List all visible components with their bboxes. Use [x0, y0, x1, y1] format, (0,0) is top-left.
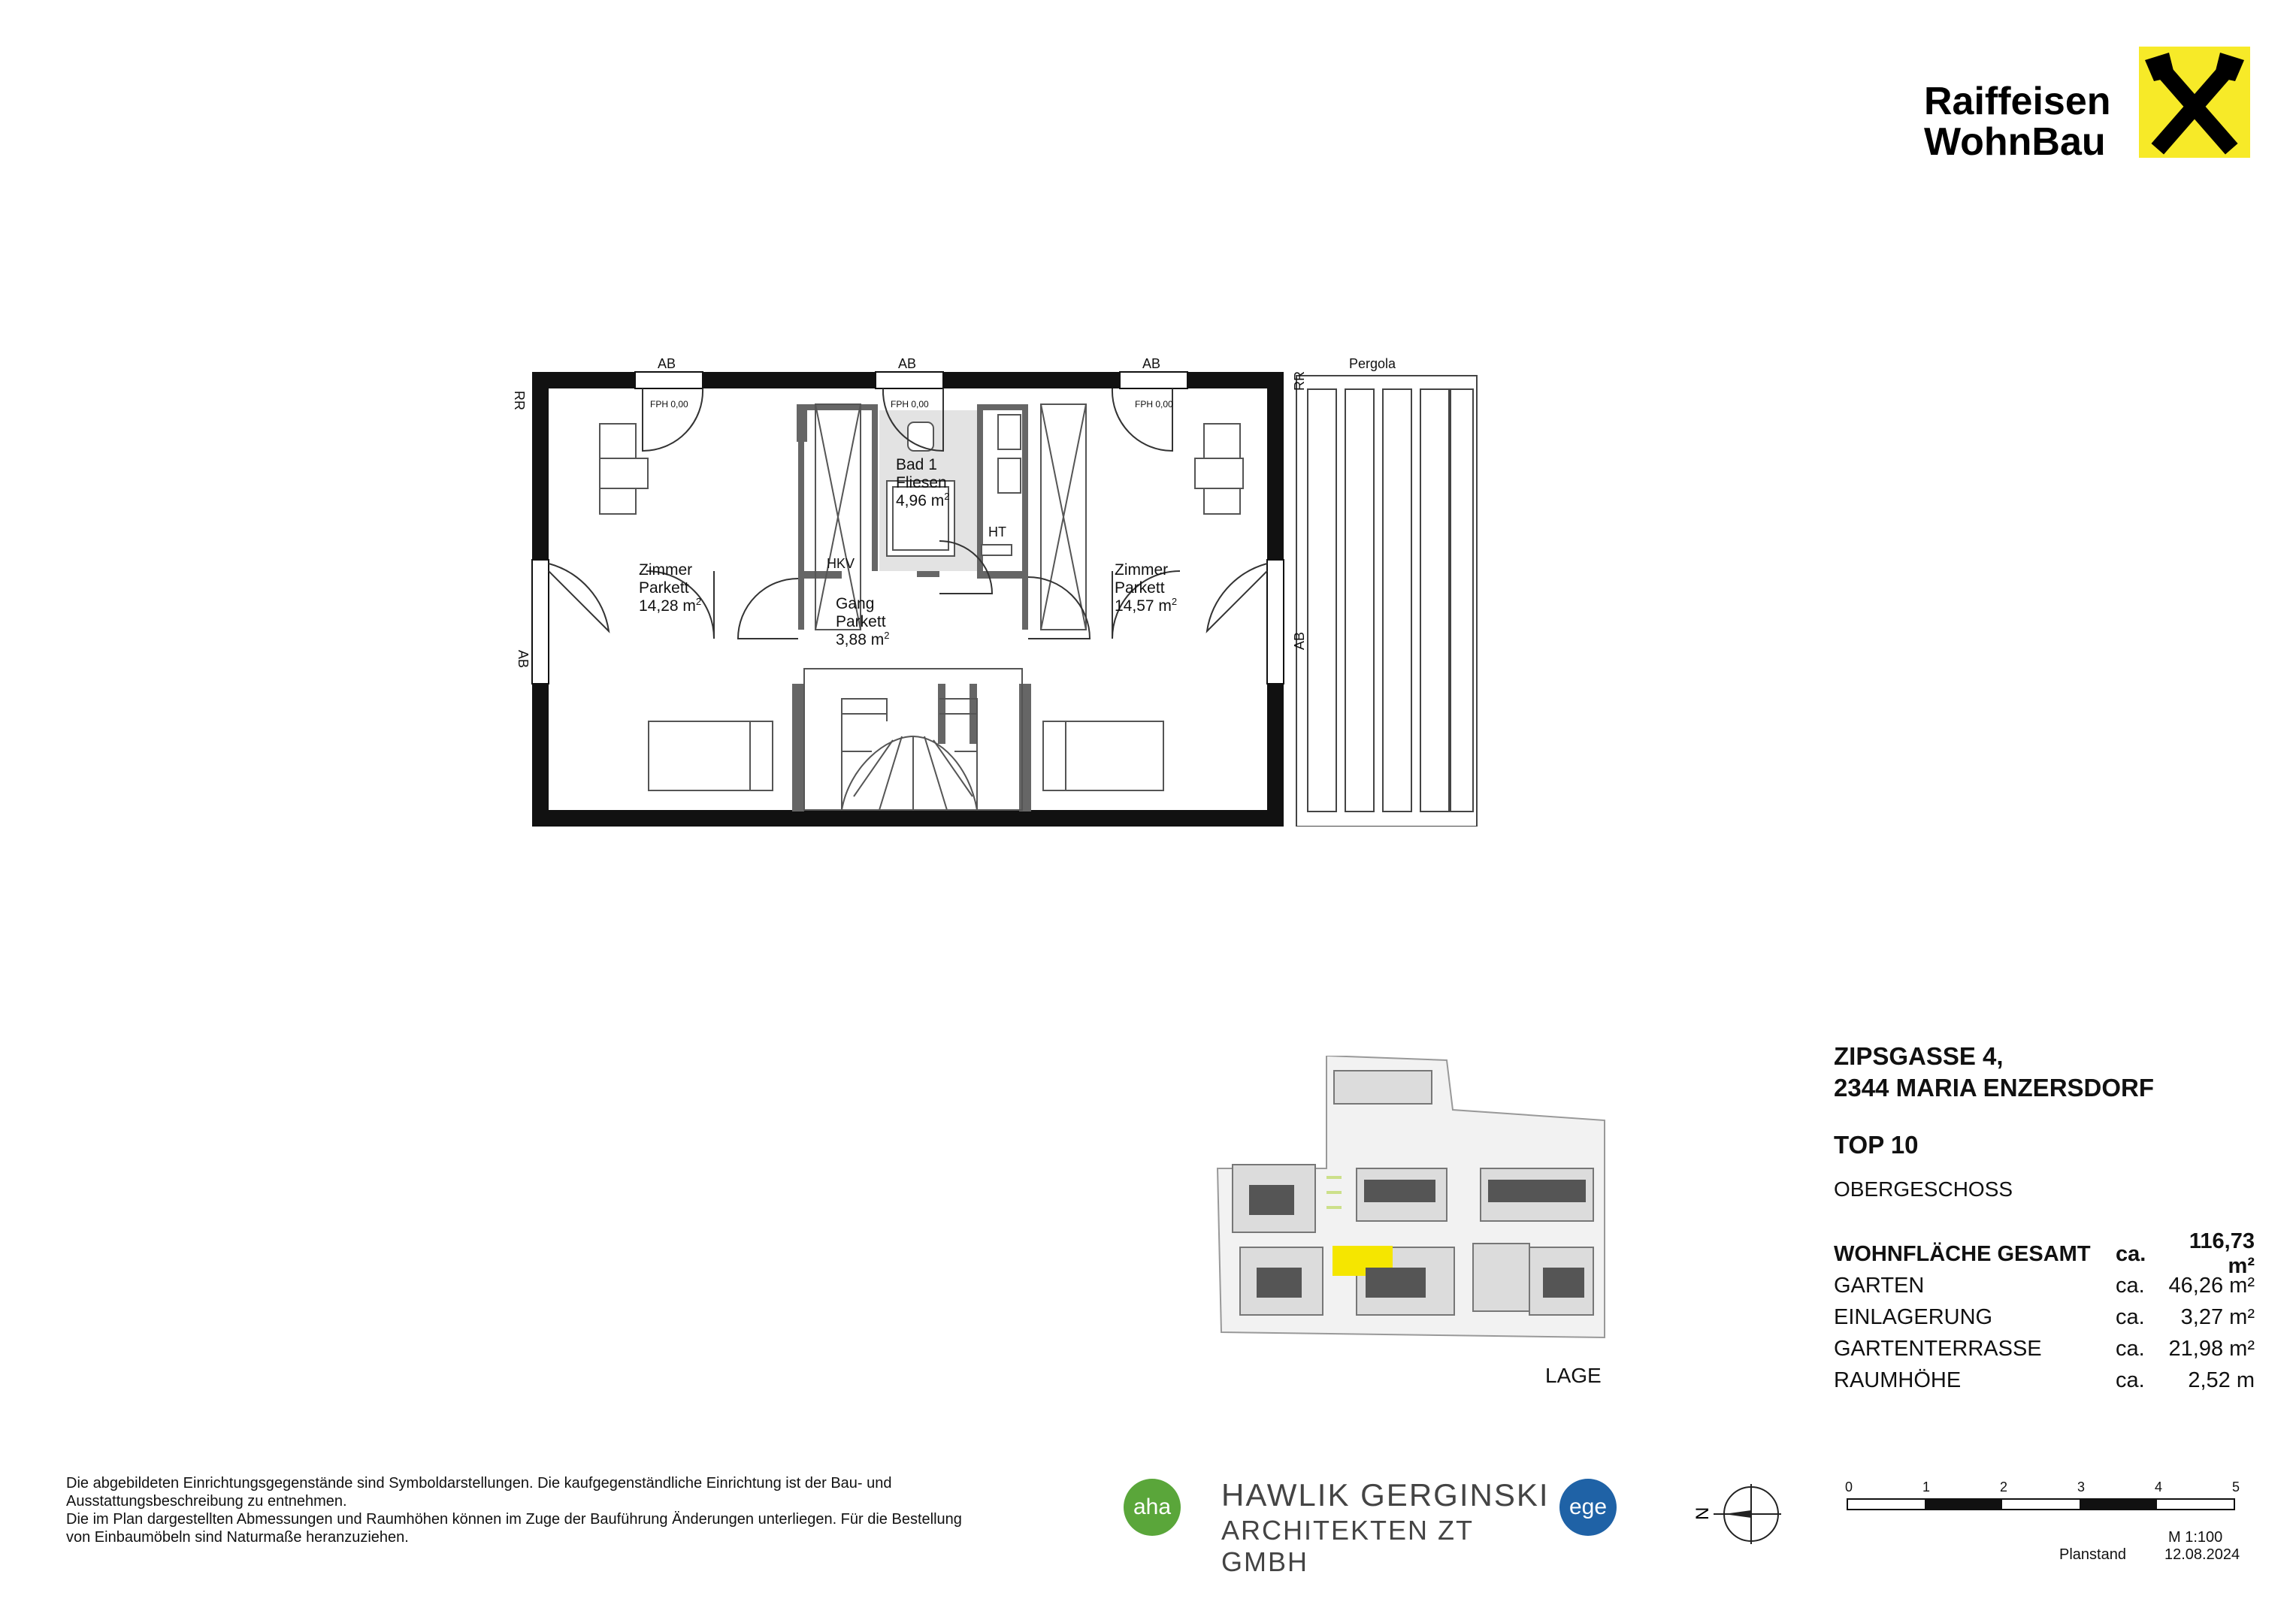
project-address [1834, 1041, 2154, 1104]
brand-wordmark [1924, 81, 2134, 162]
area-ca: ca. [2116, 1273, 2145, 1298]
fph-label-1: FPH 0,00 [650, 399, 688, 410]
brand-line2: WohnBau [1924, 120, 2106, 164]
ab-label-east: AB [1292, 631, 1307, 650]
area-label: RAUMHÖHE [1834, 1368, 1962, 1392]
gable-cross-icon [2139, 47, 2250, 158]
architect-name: HAWLIK GERGINSKI [1221, 1477, 1550, 1513]
hkv-label: HKV [827, 556, 855, 571]
room-zimmer-east: Zimmer Parkett 14,57 $m^2$ [1115, 561, 1178, 615]
disclaimer-line: von Einbaumöbeln sind Naturmaße heranzuziehen. [66, 1529, 409, 1546]
area-label: EINLAGERUNG [1834, 1304, 1993, 1329]
disclaimer-line: Die im Plan dargestellten Abmessungen und Raumhöhen können im Zuge der Bauführung Änderungen unterliegen. Für die Bestellung [66, 1511, 962, 1528]
floor-plan [496, 346, 1638, 830]
ab-label-1: AB [658, 356, 676, 371]
area-value: 46,26 m² [2168, 1273, 2255, 1298]
area-label: GARTENTERRASSE [1834, 1336, 2042, 1361]
ab-label-west: AB [516, 650, 531, 669]
area-value: 21,98 m² [2168, 1336, 2255, 1361]
aha-badge: aha [1124, 1479, 1181, 1536]
pergola-label: Pergola [1349, 356, 1396, 371]
ab-label-3: AB [1142, 356, 1161, 371]
site-plan [1214, 1056, 1620, 1345]
area-label: GARTEN [1834, 1273, 1925, 1298]
unit-number: TOP 10 [1834, 1131, 1919, 1159]
planstand-label: Planstand [2059, 1546, 2126, 1563]
scale-tick: 3 [2077, 1479, 2086, 1495]
north-label: N [1693, 1507, 1713, 1520]
area-ca: ca. [2116, 1241, 2146, 1266]
disclaimer-line: Die abgebildeten Einrichtungsgegenstände sind Symboldarstellungen. Die kaufgegenständliche Einrichtung ist der Bau- und [66, 1475, 892, 1492]
fph-label-3: FPH 0,00 [1135, 399, 1173, 410]
scale-bar [1845, 1476, 2251, 1533]
room-gang: Gang Parkett 3,88 $m^2$ [836, 595, 890, 648]
scale-tick: 1 [1922, 1479, 1931, 1495]
planstand-date: 12.08.2024 [2164, 1546, 2240, 1563]
disclaimer [66, 1474, 1088, 1546]
pergola [1296, 376, 1477, 827]
area-table [1834, 1229, 2255, 1396]
fph-label-2: FPH 0,00 [891, 399, 929, 410]
area-row [1834, 1229, 2255, 1278]
north-arrow-icon [1691, 1480, 1789, 1552]
ege-badge: ege [1559, 1479, 1617, 1536]
scale-tick: 4 [2155, 1479, 2163, 1495]
area-row [1834, 1301, 2255, 1333]
scale-tick: 5 [2232, 1479, 2240, 1495]
room-bad: Bad 1 Fliesen 4,96 $m^2$ [896, 456, 950, 509]
area-ca: ca. [2116, 1368, 2145, 1392]
area-value: 116,73 m² [2189, 1229, 2255, 1278]
ab-label-2: AB [898, 356, 917, 371]
address-line2: 2344 MARIA ENZERSDORF [1834, 1074, 2155, 1102]
wall-south [532, 810, 1284, 827]
ht-label: HT [988, 524, 1006, 539]
area-value: 2,52 m [2188, 1368, 2255, 1392]
area-row [1834, 1333, 2255, 1365]
room-zimmer-west: Zimmer Parkett 14,28 $m^2$ [639, 561, 702, 615]
scale-tick: 2 [2000, 1479, 2008, 1495]
brand-line1: Raiffeisen [1924, 80, 2111, 123]
rr-label-right: RR [1292, 371, 1307, 391]
staircase [804, 669, 1022, 810]
disclaimer-line: Ausstattungsbeschreibung zu entnehmen. [66, 1493, 347, 1510]
rr-label-left: RR [512, 391, 527, 410]
area-ca: ca. [2116, 1336, 2145, 1361]
scale-tick: 0 [1845, 1479, 1853, 1495]
area-ca: ca. [2116, 1304, 2145, 1329]
area-value: 3,27 m² [2180, 1304, 2255, 1329]
area-row [1834, 1270, 2255, 1301]
architect-subtitle: ARCHITEKTEN ZT GMBH [1221, 1515, 1474, 1577]
floor-name: OBERGESCHOSS [1834, 1177, 2013, 1201]
site-plan-label: LAGE [1545, 1364, 1602, 1387]
area-label: WOHNFLÄCHE GESAMT [1834, 1241, 2091, 1266]
scale-label: M 1:100 [2168, 1529, 2223, 1546]
area-row [1834, 1365, 2255, 1396]
address-line1: ZIPSGASSE 4, [1834, 1042, 2004, 1070]
